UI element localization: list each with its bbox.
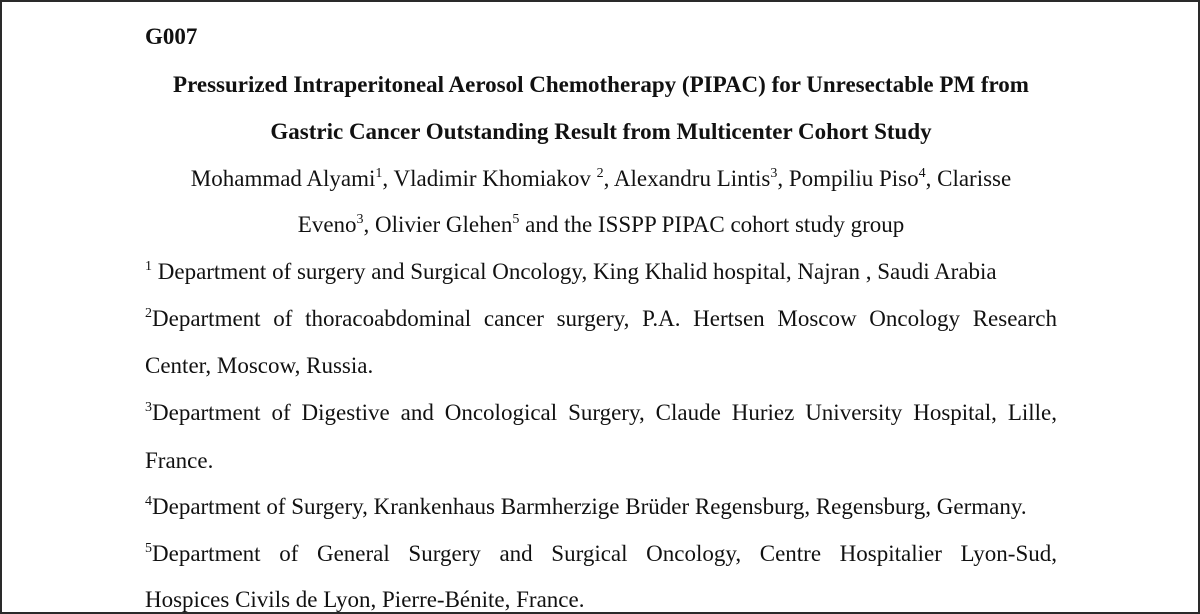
affiliation-mark: 4 [145, 494, 152, 509]
author-name: Vladimir Khomiakov [393, 166, 597, 191]
affiliation-mark: 5 [145, 541, 152, 556]
affiliation-mark: 3 [145, 400, 152, 415]
author-separator: , [925, 166, 938, 191]
affiliation-3-line-1 [145, 401, 1057, 424]
affiliation-mark: 2 [145, 306, 152, 321]
author-name: Olivier Glehen [375, 212, 513, 237]
affiliation-5-line-1 [145, 542, 1057, 565]
author-affiliation-mark: 3 [356, 212, 364, 227]
affiliation-4 [145, 495, 1027, 518]
authors-line-2 [145, 213, 1057, 236]
affiliation-2-line-2: Center, Moscow, Russia. [145, 353, 374, 378]
affiliation-text: Department of General Surgery and Surgical Oncology, Centre Hospitalier Lyon-Sud, [152, 541, 1057, 566]
affiliation-text: Department of Digestive and Oncological Surgery, Claude Huriez University Hospital, Lille, [152, 400, 1057, 425]
title-line-2: Gastric Cancer Outstanding Result from Multicenter Cohort Study [270, 119, 932, 144]
author-separator: , [603, 166, 614, 191]
author-name: Pompiliu Piso [788, 166, 919, 191]
affiliation-text: Department of Surgery, Krankenhaus Barmherzige Brüder Regensburg, Regensburg, Germany. [152, 494, 1027, 519]
author-affiliation-mark: 1 [375, 166, 383, 181]
author-separator: , [777, 166, 789, 191]
author-name: Eveno [297, 212, 357, 237]
affiliation-text: Department of thoracoabdominal cancer surgery, P.A. Hertsen Moscow Oncology Research [152, 306, 1057, 331]
affiliation-2-line-1 [145, 307, 1057, 330]
abstract-code: G007 [145, 24, 198, 49]
affiliation-mark: 1 [145, 259, 152, 274]
author-affiliation-mark: 3 [770, 166, 778, 181]
author-name: Alexandru Lintis [613, 166, 771, 191]
author-affiliation-mark: 2 [596, 166, 604, 181]
author-name: Clarisse [937, 166, 1012, 191]
author-name: Mohammad Alyami [190, 166, 376, 191]
author-group: and the ISSPP PIPAC cohort study group [525, 212, 905, 237]
affiliation-5-line-2: Hospices Civils de Lyon, Pierre-Bénite, France. [145, 587, 585, 612]
author-affiliation-mark: 4 [918, 166, 926, 181]
author-affiliation-mark: 5 [512, 212, 520, 227]
affiliation-1 [145, 260, 997, 283]
affiliation-3-line-2: France. [145, 448, 214, 473]
authors-line-1 [145, 167, 1057, 190]
affiliation-text: Department of surgery and Surgical Oncology, King Khalid hospital, Najran , Saudi Arabia [152, 259, 997, 284]
title-line-1: Pressurized Intraperitoneal Aerosol Chemotherapy (PIPAC) for Unresectable PM from [173, 72, 1029, 97]
author-separator: , [363, 212, 376, 237]
author-separator: , [382, 166, 394, 191]
